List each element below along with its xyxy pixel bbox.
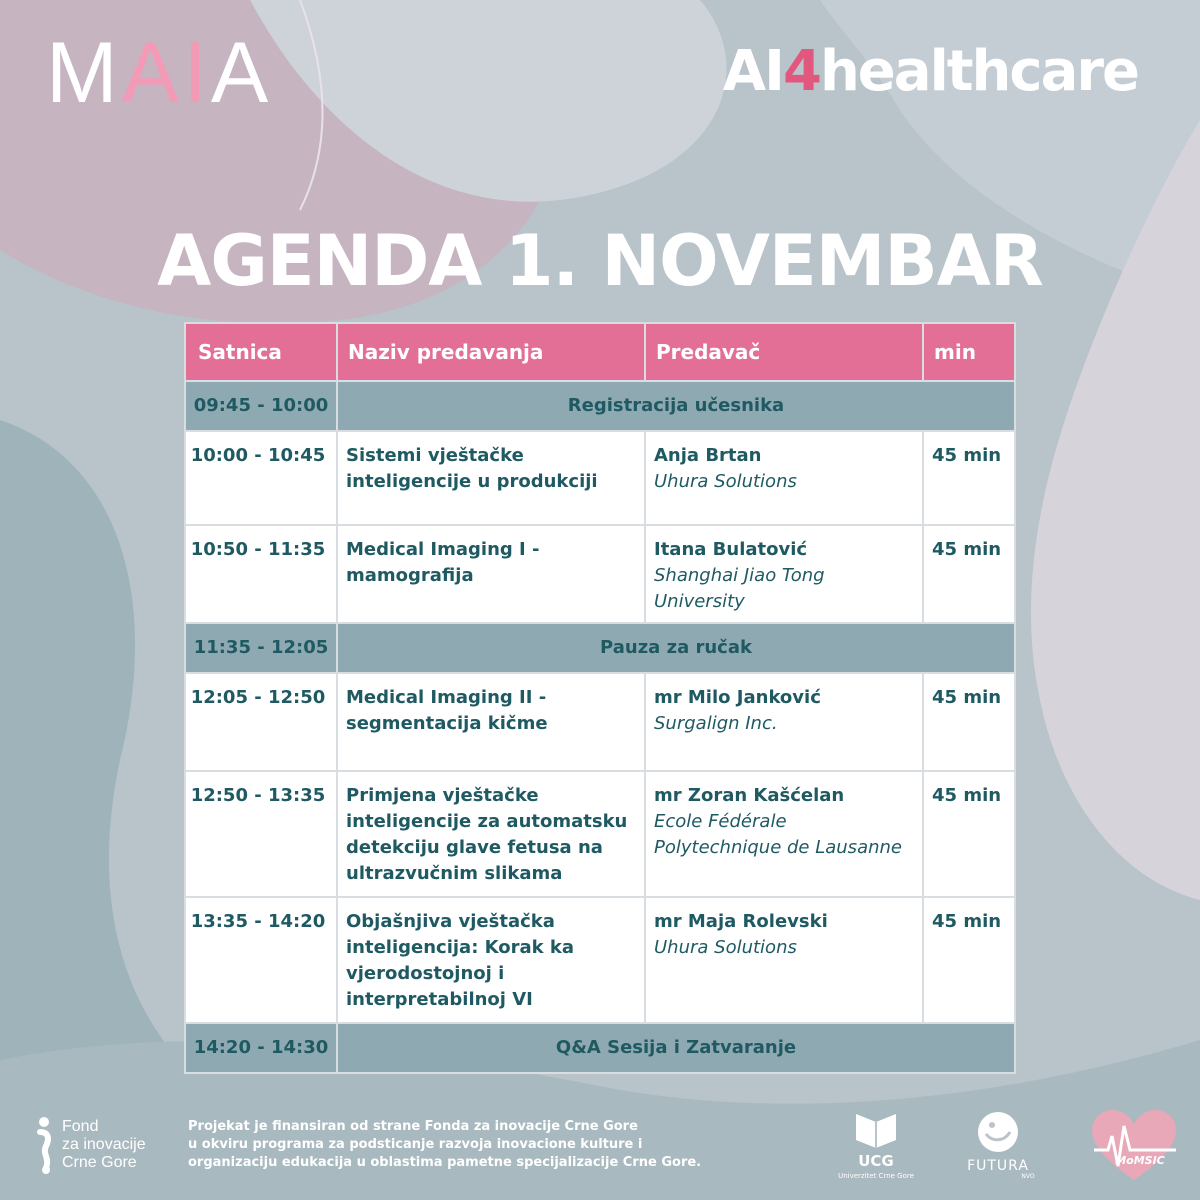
momsic-logo: [1088, 1106, 1180, 1186]
table-header-row: [185, 323, 1015, 381]
speaker-org: Ecole Fédérale Polytechnique de Lausanne: [654, 811, 902, 858]
fond-mark-icon: [36, 1116, 56, 1176]
talk-time: 10:50 - 11:35: [185, 525, 337, 623]
header-min: min: [923, 323, 1015, 381]
talk-duration: 45 min: [923, 431, 1015, 525]
header-predavac: Predavač: [645, 323, 923, 381]
maia-logo-ai: AI: [121, 25, 211, 121]
break-label: Q&A Sesija i Zatvaranje: [337, 1023, 1015, 1073]
speaker-name: mr Milo Janković: [654, 687, 821, 708]
maia-logo-a: A: [210, 25, 273, 121]
heart-icon: [1092, 1110, 1176, 1180]
funding-note: [188, 1118, 728, 1172]
talk-title: Sistemi vještačke inteligencije u produkciji: [337, 431, 645, 525]
talk-speaker: [645, 525, 923, 623]
ucg-logo: [836, 1110, 916, 1182]
break-row: [185, 381, 1015, 431]
header-satnica: Satnica: [185, 323, 337, 381]
fond-line: Fond: [62, 1118, 99, 1135]
talk-row: [185, 771, 1015, 897]
momsic-name: MoMSIC: [1115, 1154, 1165, 1167]
ai4-number: 4: [782, 39, 820, 104]
ucg-name: UCG: [858, 1152, 894, 1170]
speaker-name: Anja Brtan: [654, 445, 762, 466]
header-naziv: Naziv predavanja: [337, 323, 645, 381]
talk-title: Medical Imaging II - segmentacija kičme: [337, 673, 645, 771]
agenda-table: [184, 322, 1016, 1074]
speaker-org: Surgalign Inc.: [654, 713, 778, 734]
talk-title: Medical Imaging I - mamografija: [337, 525, 645, 623]
talk-speaker: [645, 897, 923, 1023]
break-time: 11:35 - 12:05: [185, 623, 337, 673]
talk-duration: 45 min: [923, 897, 1015, 1023]
talk-row: [185, 431, 1015, 525]
maia-logo-m: M: [46, 25, 122, 121]
talk-speaker: [645, 431, 923, 525]
break-time: 09:45 - 10:00: [185, 381, 337, 431]
speaker-name: mr Maja Rolevski: [654, 911, 828, 932]
speaker-name: Itana Bulatović: [654, 539, 808, 560]
break-label: Registracija učesnika: [337, 381, 1015, 431]
speaker-org: Uhura Solutions: [654, 471, 797, 492]
fond-line: Crne Gore: [62, 1154, 137, 1171]
talk-time: 12:05 - 12:50: [185, 673, 337, 771]
talk-time: 13:35 - 14:20: [185, 897, 337, 1023]
fond-logo: [36, 1116, 166, 1176]
talk-time: 10:00 - 10:45: [185, 431, 337, 525]
funding-note-line: Projekat je finansiran od strane Fonda za inovacije Crne Gore: [188, 1119, 638, 1134]
agenda-title: AGENDA 1. NOVEMBAR: [157, 220, 1043, 302]
break-time: 14:20 - 14:30: [185, 1023, 337, 1073]
talk-duration: 45 min: [923, 771, 1015, 897]
fond-line: za inovacije: [62, 1136, 146, 1153]
maia-logo: [46, 25, 273, 121]
ucg-subtitle: Univerzitet Crne Gore: [838, 1172, 914, 1180]
talk-row: [185, 673, 1015, 771]
break-label: Pauza za ručak: [337, 623, 1015, 673]
speaker-org: Shanghai Jiao Tong University: [654, 565, 825, 612]
talk-row: [185, 525, 1015, 623]
talk-duration: 45 min: [923, 673, 1015, 771]
ai4healthcare-logo: [722, 39, 1138, 104]
fond-text: [62, 1118, 146, 1172]
speaker-org: Uhura Solutions: [654, 937, 797, 958]
talk-row: [185, 897, 1015, 1023]
futura-name: FUTURA: [967, 1158, 1029, 1174]
speaker-name: mr Zoran Kašćelan: [654, 785, 845, 806]
futura-subtitle: NVO: [1021, 1173, 1035, 1180]
talk-speaker: [645, 771, 923, 897]
talk-title: Primjena vještačke inteligencije za automatsku detekciju glave fetusa na ultrazvučnim slikama: [337, 771, 645, 897]
break-row: [185, 623, 1015, 673]
break-row: [185, 1023, 1015, 1073]
ai4-suffix: healthcare: [819, 39, 1138, 104]
futura-emblem-icon: [978, 1112, 1018, 1152]
funding-note-line: u okviru programa za podsticanje razvoja inovacione kulture i: [188, 1137, 643, 1152]
funding-note-line: organizaciju edukacija u oblastima pametne specijalizacije Crne Gore.: [188, 1155, 702, 1170]
talk-time: 12:50 - 13:35: [185, 771, 337, 897]
ai4-prefix: AI: [722, 39, 783, 104]
futura-logo: [956, 1110, 1040, 1180]
talk-speaker: [645, 673, 923, 771]
talk-duration: 45 min: [923, 525, 1015, 623]
talk-title: Objašnjiva vještačka inteligencija: Korak ka vjerodostojnoj i interpretabilnoj VI: [337, 897, 645, 1023]
